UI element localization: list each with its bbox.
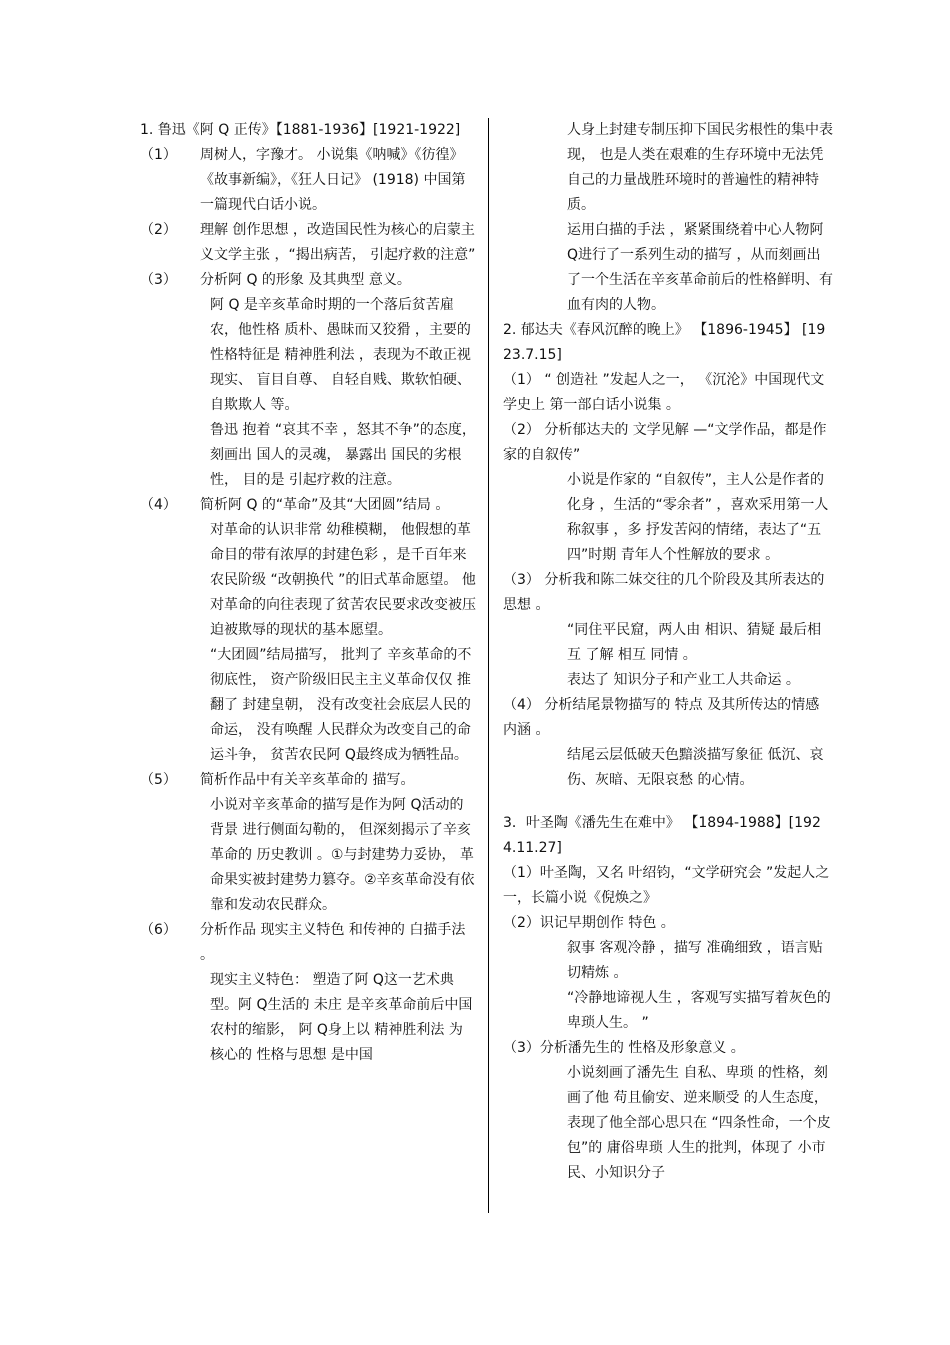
section-gap (503, 793, 833, 811)
paragraph: （2）识记早期创作 特色 。 (503, 915, 675, 931)
item-number: （3） (140, 272, 177, 288)
item-text: 分析作品 现实主义特色 和传神的 白描手法 。 (200, 922, 466, 963)
paragraph: （2） 分析郁达夫的 文学见解 —“文学作品，都是作家的自叙传” (503, 422, 827, 463)
item-text: 理解 创作思想 ，改造国民性为核心的启蒙主义文学主张 ，“揭出病苦， 引起疗救的注意” (200, 222, 476, 263)
item-text: 简析作品中有关辛亥革命的 描写。 (200, 772, 415, 788)
indented-paragraph: 结尾云层低破天色黯淡描写象征 低沉、哀伤、灰暗、无限哀愁 的心情。 (567, 747, 824, 788)
item-number: （2） (140, 222, 177, 238)
item-number: （6） (140, 922, 177, 938)
indented-paragraph: 人身上封建专制压抑下国民劣根性的集中表现， 也是人类在艰难的生存环境中无法凭自己的力量战胜环境时的普遍性的精神特质。 (567, 122, 833, 213)
indented-paragraph: “大团圆”结局描写， 批判了 辛亥革命的不彻底性， 资产阶级旧民主主义革命仅仅 推翻了 封建皇朝， 没有改变社会底层人民的命运， 没有唤醒 人民群众为改变自己的命运斗争， 贫苦农民阿 Q最终成为牺牲品。 (210, 647, 472, 763)
indented-paragraph: 现实主义特色： 塑造了阿 Q这一艺术典型。阿 Q生活的 未庄 是辛亥革命前后中国农村的缩影， 阿 Q身上以 精神胜利法 为核心的 性格与思想 是中国 (210, 972, 473, 1063)
item-number: （4） (140, 497, 177, 513)
item-text: 分析阿 Q 的形象 及其典型 意义。 (200, 272, 411, 288)
item-number: （5） (140, 772, 177, 788)
indented-paragraph: 鲁迅 抱着 “哀其不幸 ，怒其不争”的态度，刻画出 国人的灵魂， 暴露出 国民的劣根性， 目的是 引起疗救的注意。 (210, 422, 476, 488)
paragraph: （1） “ 创造社 ”发起人之一， 《沉沦》中国现代文学史上 第一部白话小说集 。 (503, 372, 825, 413)
item-text: 简析阿 Q 的“革命”及其“大团圆”结局 。 (200, 497, 450, 513)
indented-paragraph: “同住平民窟，两人由 相识、猜疑 最后相互 了解 相互 同情 。 (567, 622, 822, 663)
indented-paragraph: 运用白描的手法 ，紧紧围绕着中心人物阿 Q进行了一系列生动的描写 ，从而刻画出了一个生活在辛亥革命前后的性格鲜明、有血有肉的人物。 (567, 222, 833, 313)
right-column (503, 118, 833, 1186)
indented-paragraph: 叙事 客观冷静 ，描写 准确细致 ，语言贴切精炼 。 (567, 940, 823, 981)
paragraph: （1）叶圣陶，又名 叶绍钧，“文学研究会 ”发起人之一，长篇小说《倪焕之》 (503, 865, 830, 906)
indented-paragraph: 小说刻画了潘先生 自私、卑琐 的性格，刻画了他 苟且偷安、逆来顺受 的人生态度，表现了他全部心思只在 “四条性命，一个皮包”的 庸俗卑琐 人生的批判，体现了 小市民、小知识分子 (567, 1065, 831, 1181)
indented-paragraph: 小说对辛亥革命的描写是作为阿 Q活动的背景 进行侧面勾勒的， 但深刻揭示了辛亥革命的 历史教训 。①与封建势力妥协， 革命果实被封建势力篡夺。②辛亥革命没有依靠和发动农民群众。 (210, 797, 475, 913)
numbered-item (140, 918, 476, 968)
indented-paragraph: 小说是作家的 “自叙传”，主人公是作者的化身 ，生活的“零余者” ，喜欢采用第一人称叙事 ，多 抒发苦闷的情绪，表达了“五四”时期 青年人个性解放的要求 。 (567, 472, 829, 563)
item-number: （1） (140, 147, 177, 163)
numbered-item (140, 218, 476, 268)
paragraph: （4） 分析结尾景物描写的 特点 及其所传达的情感内涵 。 (503, 697, 820, 738)
numbered-item (140, 493, 476, 518)
section-heading: 3．叶圣陶《潘先生在难中》 【1894-1988】[1924.11.27] (503, 815, 821, 856)
numbered-item (140, 768, 476, 793)
numbered-item (140, 268, 476, 293)
indented-paragraph: “冷静地谛视人生 ，客观写实描写着灰色的卑琐人生。 ” (567, 990, 831, 1031)
indented-paragraph: 阿 Q 是辛亥革命时期的一个落后贫苦雇农，他性格 质朴、愚昧而又狡猾 ，主要的性格特征是 精神胜利法 ，表现为不敢正视现实、 盲目自尊、 自轻自贱、欺软怕硬、自欺欺人 等。 (210, 297, 471, 413)
section-heading: 1. 鲁迅《阿 Q 正传》【1881-1936】[1921-1922] (140, 122, 461, 138)
indented-paragraph: 表达了 知识分子和产业工人共命运 。 (567, 672, 800, 688)
left-column (140, 118, 476, 1068)
column-divider (488, 118, 489, 1213)
item-text: 周树人，字豫才。 小说集《呐喊》《彷徨》《故事新编》，《狂人日记》 (1918) 中国第一篇现代白话小说。 (200, 147, 466, 213)
numbered-item (140, 143, 476, 218)
paragraph: （3） 分析我和陈二妹交往的几个阶段及其所表达的 思想 。 (503, 572, 825, 613)
paragraph: （3）分析潘先生的 性格及形象意义 。 (503, 1040, 745, 1056)
indented-paragraph: 对革命的认识非常 幼稚模糊， 他假想的革命目的带有浓厚的封建色彩 ，是千百年来农民阶级 “改朝换代 ”的旧式革命愿望。 他对革命的向往表现了贫苦农民要求改变被压迫被欺辱的现状的基本愿望。 (210, 522, 476, 638)
section-heading: 2. 郁达夫《春风沉醉的晚上》 【1896-1945】 [1923.7.15] (503, 322, 826, 363)
